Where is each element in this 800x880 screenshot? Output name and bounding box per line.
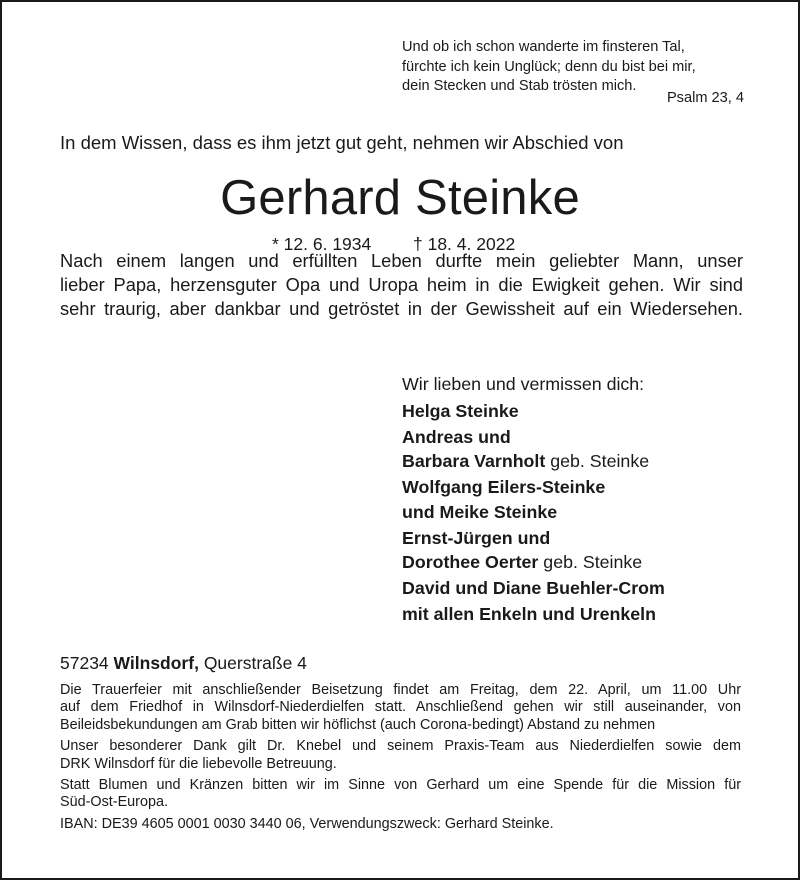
detail-line: Beileidsbekundungen am Grab bitten wir höflichst (auch Corona-bedingt) Abstand zu nehmen: [60, 716, 656, 733]
psalm-reference: Psalm 23, 4: [666, 90, 744, 106]
psalm-line: Und ob ich schon wanderte im finsteren Tal,: [402, 39, 685, 55]
address-zip: 57234: [60, 653, 109, 673]
psalm-quote: [402, 38, 696, 97]
detail-line: DRK Wilnsdorf für die liebevolle Betreuung.: [60, 755, 337, 772]
intro-text: In dem Wissen, dass es ihm jetzt gut geht, nehmen wir Abschied von: [60, 132, 624, 153]
iban-line: IBAN: DE39 4605 0001 0030 3440 06, Verwendungszweck: Gerhard Steinke.: [60, 815, 554, 832]
mourners-list: [402, 372, 665, 627]
mourner-name: Dorothee Oerter: [402, 552, 539, 572]
address-city: Wilnsdorf,: [113, 653, 199, 673]
detail-line: Statt Blumen und Kränzen bitten wir im Sinne von Gerhard um eine Spende für die Mission für: [60, 777, 741, 794]
mourner-name: David und Diane Buehler-Crom: [402, 578, 665, 598]
mourner-name: mit allen Enkeln und Urenkeln: [402, 604, 656, 624]
psalm-line: dein Stecken und Stab trösten mich.: [402, 78, 637, 94]
mourner-name: und Meike Steinke: [402, 501, 558, 522]
mourners-heading: Wir lieben und vermissen dich:: [402, 374, 645, 394]
thanks-paragraph: [60, 738, 741, 773]
mourner-suffix: geb. Steinke: [538, 552, 643, 572]
address-line: [60, 653, 307, 674]
mourner-name: Helga Steinke: [402, 400, 519, 421]
mourner-suffix: geb. Steinke: [545, 451, 650, 471]
death-date: † 18. 4. 2022: [413, 234, 516, 254]
deceased-name: Gerhard Steinke: [220, 171, 580, 225]
funeral-paragraph: [60, 682, 741, 734]
message-line: Nach einem langen und erfüllten Leben durfte mein geliebter Mann, unser: [60, 250, 743, 271]
obituary-message: [60, 249, 743, 321]
detail-line: Unser besonderer Dank gilt Dr. Knebel und seinem Praxis-Team aus Niederdielfen sowie dem: [60, 738, 741, 755]
message-line: sehr traurig, aber dankbar und getröstet in der Gewissheit auf ein Wiedersehen.: [60, 298, 743, 319]
mourner-name: Barbara Varnholt: [402, 451, 546, 471]
mourner-name: Ernst-Jürgen und: [402, 527, 551, 548]
address-street: Querstraße 4: [203, 653, 307, 673]
detail-line: auf dem Friedhof in Wilnsdorf-Niederdielfen statt. Anschließend gehen wir still auseinander, von: [60, 699, 741, 716]
donation-paragraph: [60, 777, 741, 812]
psalm-line: fürchte ich kein Unglück; denn du bist bei mir,: [402, 58, 696, 75]
detail-line: Die Trauerfeier mit anschließender Beisetzung findet am Freitag, dem 22. April, um 11.00 Uhr: [60, 682, 741, 698]
detail-line: Süd-Ost-Europa.: [60, 794, 168, 811]
mourner-name: Wolfgang Eilers-Steinke: [402, 477, 606, 497]
funeral-details: [60, 682, 741, 837]
mourner-name: Andreas und: [402, 426, 511, 447]
iban-paragraph: [60, 816, 741, 833]
birth-date: * 12. 6. 1934: [272, 234, 372, 254]
message-line: lieber Papa, herzensguter Opa und Uropa heim in die Ewigkeit gehen. Wir sind: [60, 274, 743, 295]
